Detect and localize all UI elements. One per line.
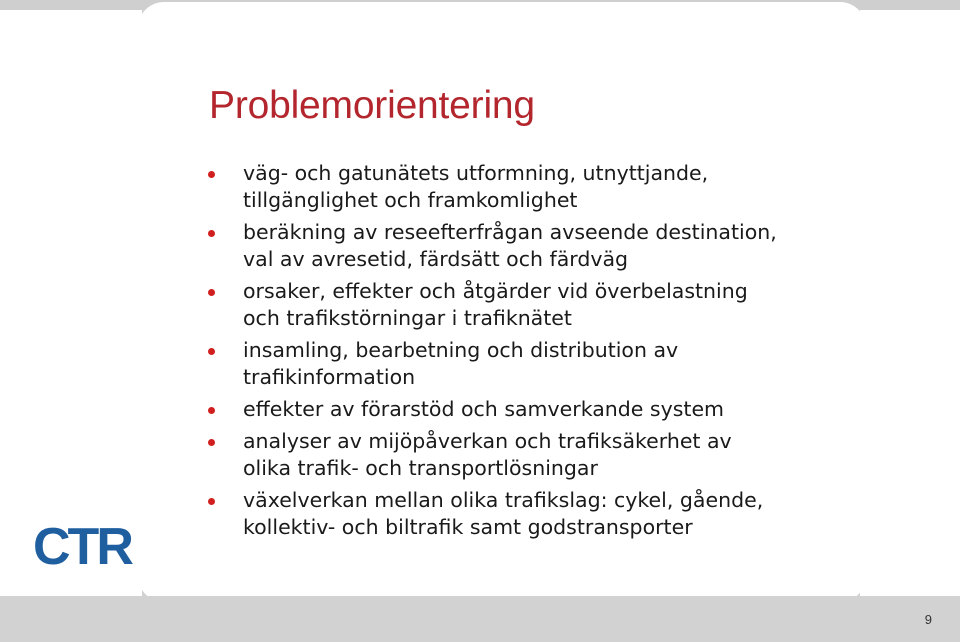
right-panel	[860, 10, 960, 598]
bullet-dot-icon	[208, 348, 215, 355]
bullet-item	[208, 160, 848, 214]
bullet-line: orsaker, effekter och åtgärder vid överbelastning	[243, 279, 748, 303]
bullet-item	[208, 428, 848, 482]
page-number: 9	[924, 612, 932, 627]
bullet-item	[208, 396, 848, 423]
bullet-line: väg- och gatunätets utformning, utnyttjande,	[243, 161, 709, 185]
bullet-line: val av avresetid, färdsätt och färdväg	[243, 247, 629, 271]
ctr-logo-text: CTR	[33, 518, 131, 576]
bullet-item	[208, 278, 848, 332]
bullet-list	[208, 160, 848, 546]
bullet-line: kollektiv- och biltrafik samt godstransporter	[243, 515, 693, 539]
ctr-logo	[33, 518, 131, 576]
left-panel	[0, 10, 142, 598]
bullet-line: tillgänglighet och framkomlighet	[243, 188, 578, 212]
bullet-line: olika trafik- och transportlösningar	[243, 456, 598, 480]
bullet-dot-icon	[208, 230, 215, 237]
slide-title: Problemorientering	[209, 84, 535, 127]
bullet-item	[208, 219, 848, 273]
bullet-dot-icon	[208, 289, 215, 296]
bullet-line: effekter av förarstöd och samverkande system	[243, 397, 725, 421]
bullet-item	[208, 487, 848, 541]
bullet-dot-icon	[208, 171, 215, 178]
bullet-item	[208, 337, 848, 391]
bullet-line: insamling, bearbetning och distribution av	[243, 338, 679, 362]
bullet-line: trafikinformation	[243, 365, 416, 389]
bullet-dot-icon	[208, 498, 215, 505]
bullet-dot-icon	[208, 439, 215, 446]
bullet-line: växelverkan mellan olika trafikslag: cykel, gående,	[243, 488, 764, 512]
bullet-line: beräkning av reseefterfrågan avseende destination,	[243, 220, 777, 244]
bullet-dot-icon	[208, 407, 215, 414]
bottom-bar	[0, 596, 960, 642]
bullet-line: analyser av mijöpåverkan och trafiksäkerhet av	[243, 429, 732, 453]
ctr-logo-mark	[33, 518, 133, 576]
bullet-line: och trafikstörningar i trafiknätet	[243, 306, 572, 330]
